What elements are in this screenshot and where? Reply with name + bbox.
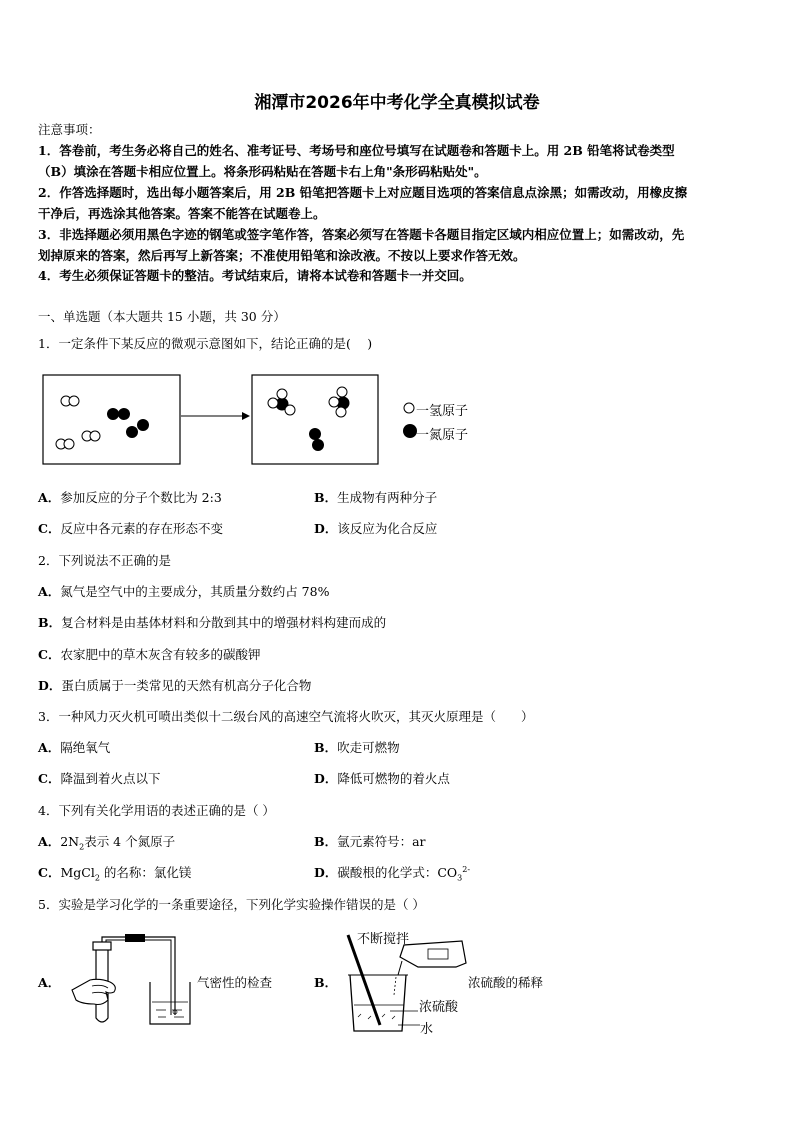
option-text: 氮气是空气中的主要成分，其质量分数约占 78% [60, 584, 330, 599]
option-b[interactable] [314, 832, 426, 850]
notice-line: 干净后，再选涂其他答案。答案不能答在试题卷上。 [38, 206, 326, 221]
option-b[interactable] [314, 488, 437, 506]
notice-line: 1．答卷前，考生务必将自己的姓名、准考证号、考场号和座位号填写在试题卷和答题卡上。用 2B 铅笔将试卷类型 [38, 143, 675, 158]
option-label: D． [314, 865, 338, 880]
option-a[interactable] [38, 973, 60, 991]
hydrogen-atom-legend-icon [404, 403, 414, 413]
option-label: A． [38, 975, 61, 990]
airtightness-check-illustration [62, 930, 202, 1030]
option-b[interactable] [38, 613, 386, 631]
formula-subscript: 2 [94, 873, 100, 883]
reaction-arrow [181, 412, 250, 420]
option-c[interactable] [38, 863, 191, 883]
legend-hydrogen: 一氢原子 [416, 404, 469, 419]
option-label: D． [38, 678, 62, 693]
nitrogen-atom-legend-icon [403, 424, 417, 438]
notice-heading: 注意事项： [38, 122, 101, 137]
notice-line: 3．非选择题必须用黑色字迹的钢笔或签字笔作答，答案必须写在答题卡各题目指定区域内相应位置上；如需改动，先 [38, 227, 685, 242]
option-label: B． [314, 740, 338, 755]
question-3-stem: 3．一种风力灭火机可喷出类似十二级台风的高速空气流将火吹灭，其灭火原理是（ ） [38, 709, 534, 724]
option-label: B． [314, 490, 338, 505]
formula-subscript: 3 [457, 873, 463, 883]
option-c[interactable] [38, 645, 260, 663]
option-text: 农家肥中的草木灰含有较多的碳酸钾 [60, 647, 261, 662]
option-a[interactable] [38, 832, 175, 852]
option-text: 蛋白质属于一类常见的天然有机高分子化合物 [61, 678, 312, 693]
option-label: A． [38, 584, 61, 599]
notice-line: 2．作答选择题时，选出每小题答案后，用 2B 铅笔把答题卡上对应题目选项的答案信息点涂黑；如需改动，用橡皮擦 [38, 185, 688, 200]
option-label: B． [38, 615, 62, 630]
option-d[interactable] [314, 769, 450, 787]
ammonia-molecule [329, 387, 349, 417]
option-c[interactable] [38, 519, 223, 537]
option-text: 吹走可燃物 [337, 740, 400, 755]
option-label: C． [38, 865, 61, 880]
option-d[interactable] [314, 863, 470, 883]
option-label: D． [314, 771, 338, 786]
nitrogen-molecule [107, 408, 130, 420]
option-label: B． [314, 834, 338, 849]
label-concentrated-acid: 浓硫酸 [419, 1000, 459, 1015]
option-text: 降低可燃物的着火点 [337, 771, 450, 786]
option-label: A． [38, 490, 61, 505]
option-label: B． [314, 975, 338, 990]
option-label: C． [38, 647, 61, 662]
formula-subscript: 2 [79, 842, 85, 852]
option-d[interactable] [38, 676, 311, 694]
option-text: 碳酸根的化学式：CO [337, 865, 458, 880]
page-title: 湘潭市2026年中考化学全真模拟试卷 [254, 93, 540, 113]
option-label: C． [38, 521, 61, 536]
option-b[interactable] [314, 738, 400, 756]
option-label: A． [38, 740, 61, 755]
option-text: 反应中各元素的存在形态不变 [60, 521, 223, 536]
nitrogen-molecule [126, 419, 149, 438]
option-label: D． [314, 521, 338, 536]
formula-text: 2N [60, 834, 80, 849]
formula-text: MgCl [60, 865, 95, 880]
option-text: 该反应为化合反应 [337, 521, 438, 536]
option-text: 表示 4 个氮原子 [84, 834, 176, 849]
reaction-diagram [40, 370, 480, 470]
question-4-stem: 4．下列有关化学用语的表述正确的是（ ） [38, 803, 275, 818]
option-text: 氩元素符号：ar [337, 834, 426, 849]
question-1-stem: 1．一定条件下某反应的微观示意图如下，结论正确的是( ) [38, 336, 373, 351]
option-label: C． [38, 771, 61, 786]
option-text: 生成物有两种分子 [337, 490, 438, 505]
option-b[interactable] [314, 973, 337, 991]
product-box [252, 375, 378, 464]
ammonia-molecule [268, 389, 295, 415]
option-d[interactable] [314, 519, 437, 537]
nitrogen-molecule [309, 428, 324, 451]
legend-nitrogen: 一氮原子 [416, 428, 469, 443]
option-text: 隔绝氧气 [60, 740, 111, 755]
option-a[interactable] [38, 488, 222, 506]
label-water: 水 [420, 1022, 434, 1037]
option-c[interactable] [38, 769, 160, 787]
option-text: 降温到着火点以下 [60, 771, 161, 786]
section-heading: 一、单选题（本大题共 15 小题，共 30 分） [38, 309, 286, 324]
option-text: 复合材料是由基体材料和分散到其中的增强材料构建而成的 [61, 615, 387, 630]
formula-superscript: 2- [462, 864, 471, 874]
hydrogen-molecule [56, 439, 74, 449]
option-label: A． [38, 834, 61, 849]
label-stir: 不断搅拌 [357, 932, 410, 947]
notice-line: 4．考生必须保证答题卡的整洁。考试结束后，请将本试卷和答题卡一并交回。 [38, 268, 472, 283]
hydrogen-molecule [82, 431, 100, 441]
question-5-stem: 5．实验是学习化学的一条重要途径，下列化学实验操作错误的是（ ） [38, 897, 425, 912]
caption-acid-dilution: 浓硫酸的稀释 [468, 975, 544, 990]
option-a[interactable] [38, 738, 110, 756]
option-text: 参加反应的分子个数比为 2:3 [60, 490, 222, 505]
notice-line: 划掉原来的答案，然后再写上新答案；不准使用铅笔和涂改液。不按以上要求作答无效。 [38, 248, 526, 263]
option-a[interactable] [38, 582, 329, 600]
notice-line: （B）填涂在答题卡相应位置上。将条形码粘贴在答题卡右上角"条形码粘贴处"。 [38, 164, 487, 179]
option-text: 的名称：氯化镁 [99, 865, 192, 880]
acid-dilution-illustration [338, 925, 478, 1040]
question-2-stem: 2．下列说法不正确的是 [38, 553, 171, 568]
caption-airtightness-check: 气密性的检查 [197, 975, 273, 990]
hydrogen-molecule [61, 396, 79, 406]
